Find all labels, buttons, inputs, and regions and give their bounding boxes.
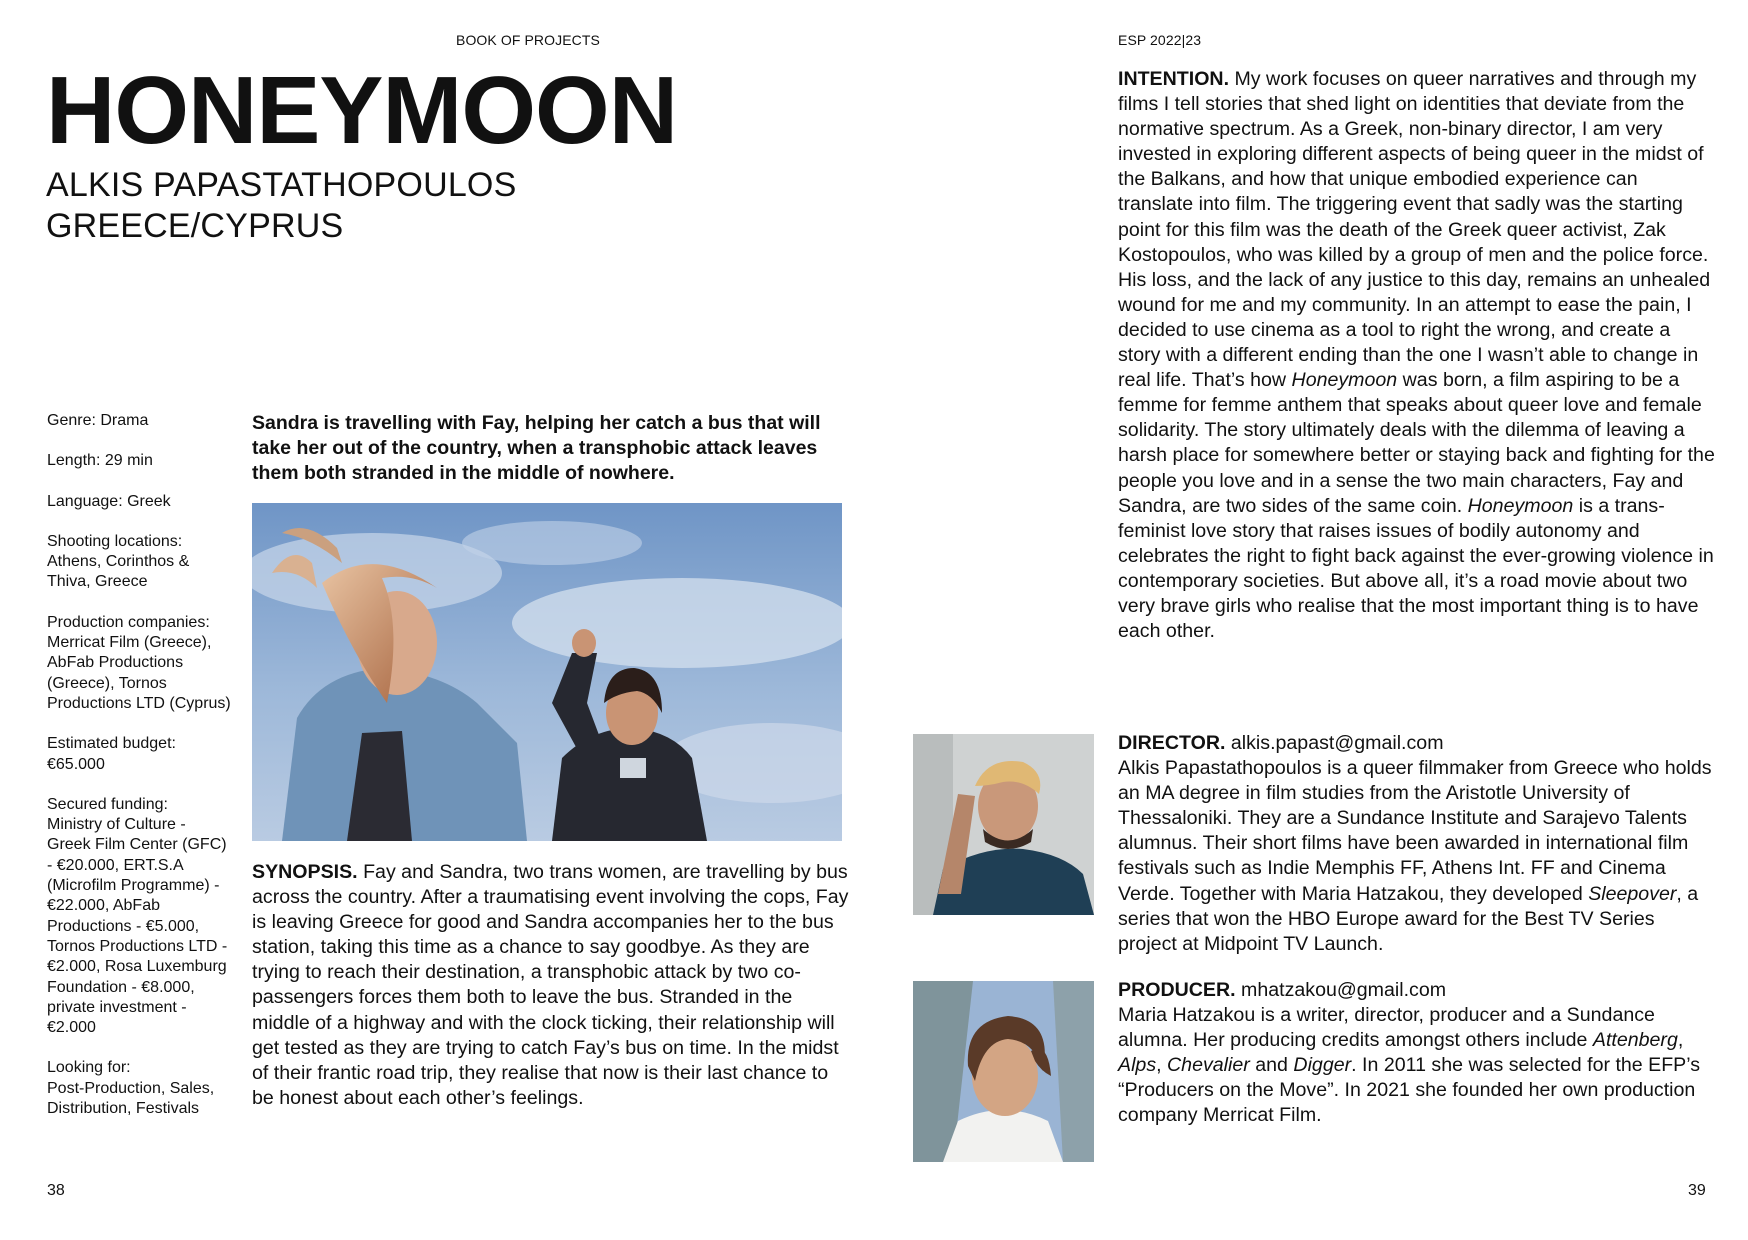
logline: Sandra is travelling with Fay, helping her catch a bus that will take her out of the country, when a transphobic attack leaves them both stranded in the middle of nowhere. xyxy=(252,412,821,484)
page-number-right: 39 xyxy=(1688,1182,1706,1199)
fact-item xyxy=(47,492,232,512)
fact-value: Post-Production, Sales, Distribution, Festivals xyxy=(47,1079,215,1118)
fact-value: €65.000 xyxy=(47,755,105,773)
synopsis-text: Fay and Sandra, two trans women, are travelling by bus across the country. After a traumatising event involving the cops, Fay is leaving Greece for good and Sandra accompanies her to the bus station, taking this time as a chance to say goodbye. As they are trying to reach their destination, a transphobic attack by two co-passengers forces them both to leave the bus. Stranded in the middle of a highway and with the clock ticking, their relationship will get tested as they are trying to catch Fay’s bus on time. In the midst of their frantic road trip, they realise that now is their last chance to be honest about each other’s feelings. xyxy=(252,861,849,1109)
producer-sep-1: , xyxy=(1677,1029,1684,1052)
fact-label: Production companies: xyxy=(47,613,210,631)
film-still-photo xyxy=(252,503,842,841)
synopsis xyxy=(252,860,852,1111)
producer-portrait-image xyxy=(913,981,1094,1162)
intention-statement xyxy=(1118,67,1718,644)
running-head-right: ESP 2022|23 xyxy=(1118,32,1202,48)
producer-section xyxy=(1118,978,1718,1129)
fact-item xyxy=(47,411,232,431)
intention-heading: INTENTION. xyxy=(1118,68,1230,90)
director-bio-2: , a series that won the HBO Europe award for the Best TV Series project at Midpoint TV Launch. xyxy=(1118,882,1699,955)
film-still-image xyxy=(252,503,842,841)
fact-value: Drama xyxy=(100,412,149,429)
director-heading: DIRECTOR. xyxy=(1118,732,1226,754)
director-section xyxy=(1118,731,1718,957)
producer-and: and xyxy=(1255,1054,1288,1077)
producer-portrait xyxy=(913,981,1094,1162)
producer-film-alps: Alps xyxy=(1118,1054,1157,1077)
fact-value: Athens, Corinthos & Thiva, Greece xyxy=(47,553,190,591)
producer-sep-2: , xyxy=(1156,1054,1162,1077)
director-portrait-image xyxy=(913,734,1094,915)
country: GREECE/CYPRUS xyxy=(46,207,344,246)
fact-label: Shooting locations: xyxy=(47,532,183,550)
fact-item xyxy=(47,734,232,775)
fact-value: Merricat Film (Greece), AbFab Productions (Greece), Tornos Productions LTD (Cyprus) xyxy=(47,634,231,712)
producer-film-attenberg: Attenberg xyxy=(1592,1029,1678,1052)
intention-text-3: is a trans-feminist love story that raises issues of bodily autonomy and celebrates the right to fight back against the ever-growing violence in contemporary societies. But above all, it’s a road movie about two very brave girls who realise that the most important thing is to have each other. xyxy=(1118,494,1714,643)
producer-bio-1: Maria Hatzakou is a writer, director, producer and a Sundance alumna. Her producing credits amongst others include xyxy=(1118,1004,1655,1052)
fact-value: Greek xyxy=(127,492,171,510)
intention-text-1: My work focuses on queer narratives and through my films I tell stories that shed light on identities that deviate from the normative spectrum. As a Greek, non-binary director, I am very invested in exploring different aspects of being queer in the midst of the Balkans, and how that unique embodied experience can translate into film. The triggering event that sadly was the starting point for this film was the death of the Greek queer activist, Zak Kostopoulos, who was killed by a group of men and the police force. His loss, and the lack of any justice to this day, remains an unhealed wound for me and my community. In an attempt to ease the pain, I decided to use cinema as a tool to right the wrong, and create a story with a different ending than the one I wasn’t able to change in real life. That’s how xyxy=(1118,68,1711,392)
director-name: ALKIS PAPASTATHOPOULOS xyxy=(46,166,517,204)
running-head-left: BOOK OF PROJECTS xyxy=(456,32,600,48)
fact-item xyxy=(47,1058,232,1119)
director-email: alkis.papast@gmail.com xyxy=(1230,732,1444,754)
fact-label: Secured funding: xyxy=(47,795,168,813)
producer-heading: PRODUCER. xyxy=(1118,979,1236,1001)
director-bio-series-title: Sleepover xyxy=(1588,882,1677,905)
project-facts xyxy=(47,411,232,1139)
fact-label: Language: xyxy=(47,492,123,510)
intention-text-2: was born, a film aspiring to be a femme for femme anthem that speaks about queer love and female solidarity. The story ultimately deals with the dilemma of leaving a harsh place for somewhere better or staying back and fighting for the people you love and in a sense the two main characters, Fay and Sandra, are two sides of the same coin. xyxy=(1118,369,1715,517)
producer-film-chevalier: Chevalier xyxy=(1167,1054,1250,1077)
fact-label: Genre: xyxy=(47,412,96,429)
producer-bio-2: . In 2011 she was selected for the EFP’s “Producers on the Move”. In 2021 she founded her own production company Merricat Film. xyxy=(1118,1054,1701,1127)
synopsis-heading: SYNOPSIS. xyxy=(252,861,358,883)
fact-item xyxy=(47,532,232,593)
intention-film-title-1: Honeymoon xyxy=(1291,369,1398,392)
fact-value: Ministry of Culture - Greek Film Center (GFC) - €20.000, ERT.S.A (Microfilm Programme) - €22.000, AbFab Productions - €5.000, Tornos Productions LTD - €2.000, Rosa Luxemburg Foundation - €8.000, private investment - €2.000 xyxy=(47,816,228,1037)
producer-film-digger: Digger xyxy=(1293,1054,1352,1077)
project-subtitle xyxy=(46,165,516,248)
fact-item xyxy=(47,795,232,1039)
fact-item xyxy=(47,451,232,471)
director-bio-1: Alkis Papastathopoulos is a queer filmmaker from Greece who holds an MA degree in film studies from the Aristotle University of Thessaloniki. They are a Sundance Institute and Sarajevo Talents alumnus. Their short films have been awarded in international film festivals such as Indie Memphis FF, Athens Int. FF and Cinema Verde. Together with Maria Hatzakou, they developed xyxy=(1118,757,1712,905)
fact-value: 29 min xyxy=(104,452,153,470)
page-number-left: 38 xyxy=(47,1182,65,1199)
project-title: HONEYMOON xyxy=(46,57,678,164)
intention-film-title-2: Honeymoon xyxy=(1467,494,1574,517)
director-portrait xyxy=(913,734,1094,915)
fact-label: Looking for: xyxy=(47,1059,131,1077)
fact-item xyxy=(47,613,232,714)
producer-email: mhatzakou@gmail.com xyxy=(1241,979,1447,1001)
fact-label: Length: xyxy=(47,452,101,470)
fact-label: Estimated budget: xyxy=(47,735,176,753)
